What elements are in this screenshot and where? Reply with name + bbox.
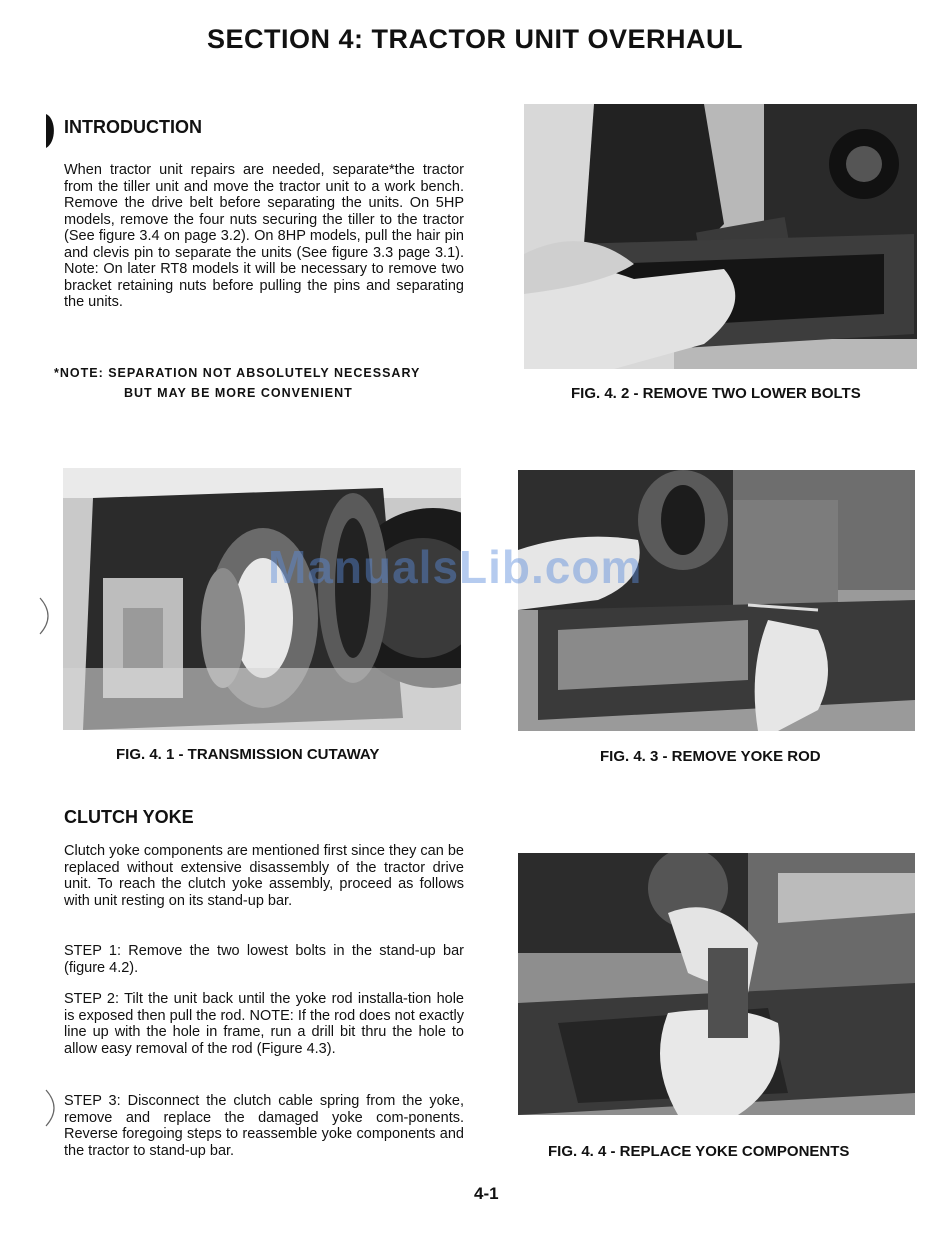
step-2-text: STEP 2: Tilt the unit back until the yoke rod installa-tion hole is exposed then pull the rod. NOTE: If the rod does not exactly line up with the hole in frame, run a drill bit thru the hole to allow easy removal of the rod (Figure 4.3). [64,991,464,1057]
figure-4-2-photo [524,104,917,369]
binding-hole-mark-lower [44,1088,64,1128]
figure-4-4-caption: FIG. 4. 4 - REPLACE YOKE COMPONENTS [548,1143,850,1160]
figure-4-3-photo [518,470,915,731]
figure-4-4-photo [518,853,915,1115]
separation-note-line2: BUT MAY BE MORE CONVENIENT [124,386,353,400]
figure-4-2-caption: FIG. 4. 2 - REMOVE TWO LOWER BOLTS [571,385,861,402]
watermark: ManualsLib.com [268,541,643,593]
clutch-yoke-heading: CLUTCH YOKE [64,807,194,827]
page-number: 4-1 [474,1184,499,1203]
figure-4-1-photo [63,468,461,730]
step-1-text: STEP 1: Remove the two lowest bolts in the stand-up bar (figure 4.2). [64,943,464,976]
separation-note-line1: *NOTE: SEPARATION NOT ABSOLUTELY NECESSARY [54,366,421,380]
figure-4-3-caption: FIG. 4. 3 - REMOVE YOKE ROD [600,748,821,765]
binding-hole-mark-upper [38,596,58,636]
introduction-heading: INTRODUCTION [64,117,202,137]
figure-4-1-caption: FIG. 4. 1 - TRANSMISSION CUTAWAY [116,746,380,763]
clutch-yoke-text: Clutch yoke components are mentioned first since they can be replaced without extensive disassembly of the tractor drive unit. To reach the clutch yoke assembly, proceed as follows with unit resting on its stand-up bar. [64,843,464,909]
step-3-text: STEP 3: Disconnect the clutch cable spring from the yoke, remove and replace the damaged yoke com-ponents. Reverse foregoing steps to reassemble yoke components and the tractor to stand-up bar. [64,1093,464,1159]
page-title: SECTION 4: TRACTOR UNIT OVERHAUL [206,24,743,54]
introduction-text: When tractor unit repairs are needed, separate*the tractor from the tiller unit and move the tractor unit to a work bench. Remove the drive belt before separating the units. On 5HP models, remove the four nuts securing the tiller to the tractor (See figure 3.4 on page 3.2). On 8HP models, pull the hair pin and clevis pin to separate the units (See figure 3.3 page 3.1). Note: On later RT8 models it will be necessary to remove two bracket retaining nuts before pulling the pins and separating the units. [64,162,464,310]
section-bullet-icon [46,114,58,148]
